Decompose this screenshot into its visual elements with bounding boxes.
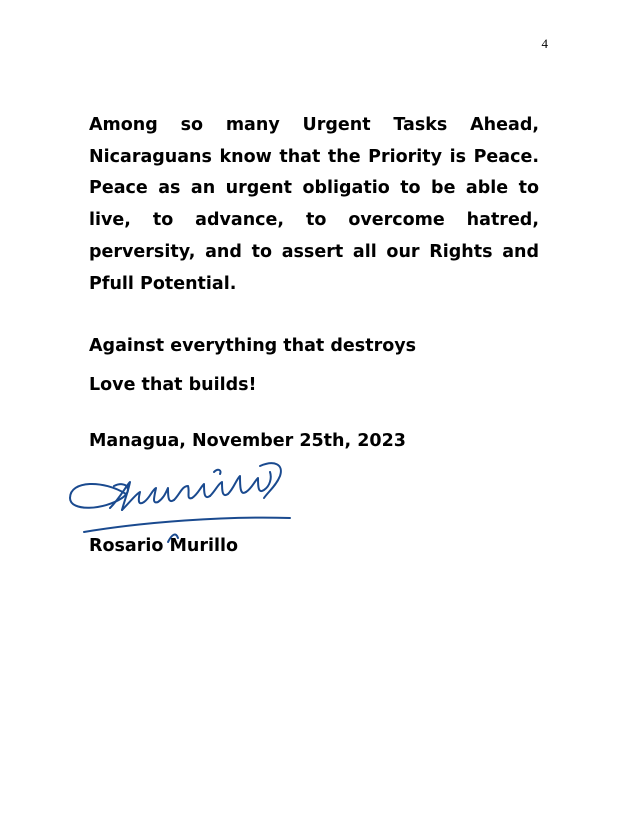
closing-line-against: Against everything that destroys: [89, 336, 417, 356]
signatory-name: Rosario Murillo: [89, 536, 238, 556]
place-and-date: Managua, November 25th, 2023: [89, 431, 406, 451]
main-paragraph: Among so many Urgent Tasks Ahead, Nicaraguans know that the Priority is Peace. Peace as an urgent obligatio to be able to live, to advance, to overcome hatred, perversity, and to assert all our Rights and Pfull Potential.: [89, 115, 539, 294]
page-number: 4: [541, 36, 548, 51]
closing-line-love: Love that builds!: [89, 375, 257, 395]
